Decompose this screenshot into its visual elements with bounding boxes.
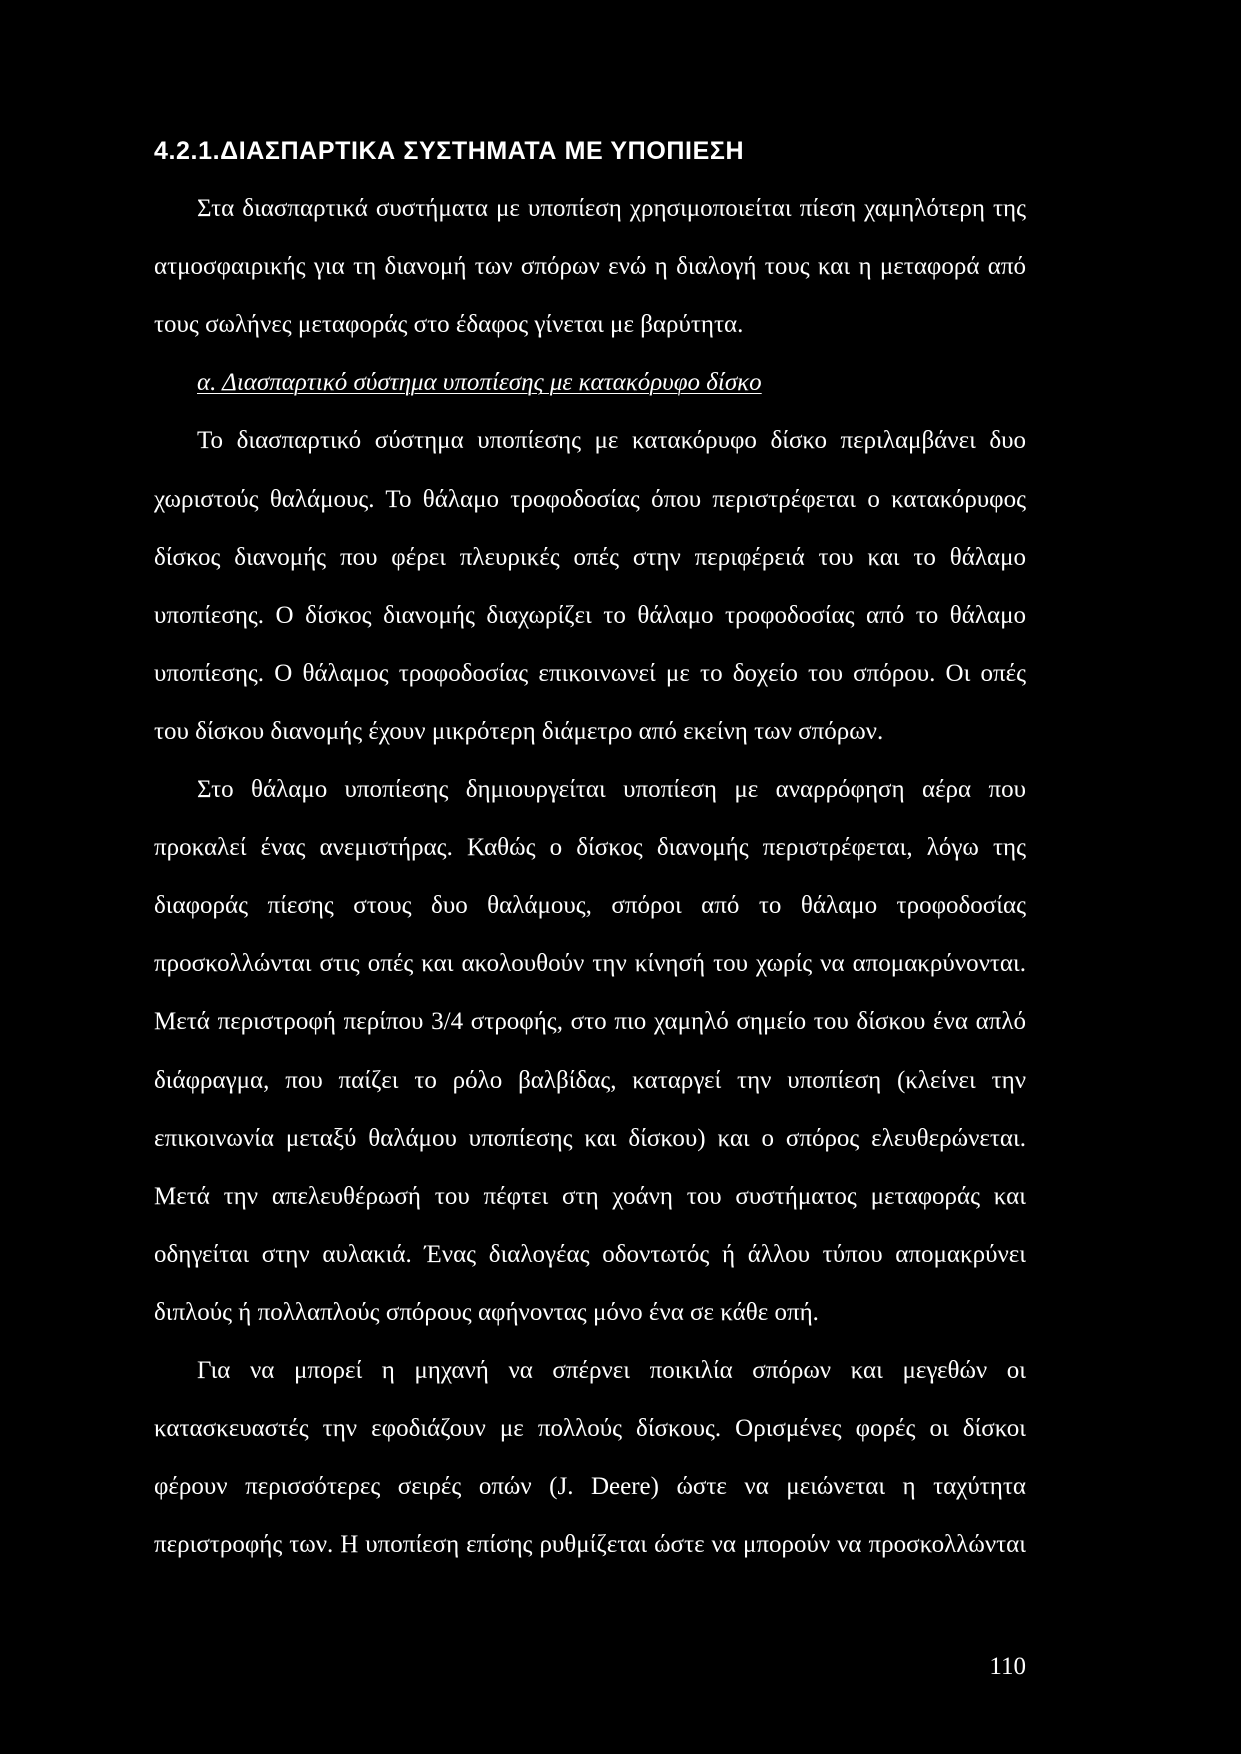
- page-body: [154, 122, 1026, 1574]
- paragraph-line: δίσκος διανομής που φέρει πλευρικές οπές στην περιφέρειά του και το θάλαμο: [154, 543, 1026, 571]
- paragraph-operation: [154, 761, 1026, 1342]
- paragraph-line: Για να μπορεί η μηχανή να σπέρνει ποικιλία σπόρων και μεγεθών οι: [197, 1356, 1026, 1384]
- paragraph-line: τους σωλήνες μεταφοράς στο έδαφος γίνεται με βαρύτητα.: [154, 311, 744, 339]
- paragraph-line: προσκολλώνται στις οπές και ακολουθούν την κίνησή του χωρίς να απομακρύνονται.: [154, 950, 1026, 978]
- paragraph-line: ατμοσφαιρικής για τη διανομή των σπόρων ενώ η διαλογή τους και η μεταφορά από: [154, 253, 1026, 281]
- paragraph-line: διαφοράς πίεσης στους δυο θαλάμους, σπόροι από το θάλαμο τροφοδοσίας: [154, 892, 1026, 920]
- paragraph-line: προκαλεί ένας ανεμιστήρας. Καθώς ο δίσκος διανομής περιστρέφεται, λόγω της: [154, 834, 1026, 862]
- paragraph-line: διπλούς ή πολλαπλούς σπόρους αφήνοντας μόνο ένα σε κάθε οπή.: [154, 1298, 819, 1326]
- paragraph-line: Μετά περιστροφή περίπου 3/4 στροφής, στο πιο χαμηλό σημείο του δίσκου ένα απλό: [154, 1008, 1026, 1036]
- paragraph-line: κατασκευαστές την εφοδιάζουν με πολλούς δίσκους. Ορισμένες φορές οι δίσκοι: [154, 1415, 1026, 1443]
- section-heading: 4.2.1.ΔΙΑΣΠΑΡΤΙΚΑ ΣΥΣΤΗΜΑΤΑ ΜΕ ΥΠΟΠΙΕΣΗ: [154, 137, 745, 165]
- paragraph-line: Μετά την απελευθέρωσή του πέφτει στη χοάνη του συστήματος μεταφοράς και: [154, 1182, 1026, 1210]
- page-number: 110: [989, 1653, 1026, 1680]
- subsection-heading: α. Διασπαρτικό σύστημα υποπίεσης με κατακόρυφο δίσκο: [197, 369, 762, 397]
- paragraph-line: φέρουν περισσότερες σειρές οπών (J. Deere) ώστε να μειώνεται η ταχύτητα: [154, 1473, 1026, 1501]
- paragraph-description: [154, 412, 1026, 761]
- paragraph-intro: [154, 180, 1026, 354]
- paragraph-discs: [154, 1342, 1026, 1574]
- paragraph-line: οδηγείται στην αυλακιά. Ένας διαλογέας οδοντωτός ή άλλου τύπου απομακρύνει: [154, 1240, 1026, 1268]
- paragraph-line: Στο θάλαμο υποπίεσης δημιουργείται υποπίεση με αναρρόφηση αέρα που: [197, 776, 1026, 804]
- paragraph-line: διάφραγμα, που παίζει το ρόλο βαλβίδας, καταργεί την υποπίεση (κλείνει την: [154, 1066, 1026, 1094]
- paragraph-line: περιστροφής των. Η υποπίεση επίσης ρυθμίζεται ώστε να μπορούν να προσκολλώνται: [154, 1531, 1026, 1559]
- paragraph-line: υποπίεσης. Ο θάλαμος τροφοδοσίας επικοινωνεί με το δοχείο του σπόρου. Οι οπές: [154, 659, 1026, 687]
- paragraph-line: Το διασπαρτικό σύστημα υποπίεσης με κατακόρυφο δίσκο περιλαμβάνει δυο: [197, 427, 1026, 455]
- paragraph-line: χωριστούς θαλάμους. Το θάλαμο τροφοδοσίας όπου περιστρέφεται ο κατακόρυφος: [154, 485, 1026, 513]
- paragraph-line: του δίσκου διανομής έχουν μικρότερη διάμετρο από εκείνη των σπόρων.: [154, 717, 884, 745]
- paragraph-line: επικοινωνία μεταξύ θαλάμου υποπίεσης και δίσκου) και ο σπόρος ελευθερώνεται.: [154, 1124, 1026, 1152]
- paragraph-line: Στα διασπαρτικά συστήματα με υποπίεση χρησιμοποιείται πίεση χαμηλότερη της: [197, 195, 1026, 223]
- paragraph-line: υποπίεσης. Ο δίσκος διανομής διαχωρίζει το θάλαμο τροφοδοσίας από το θάλαμο: [154, 601, 1026, 629]
- subsection-heading-row: [154, 354, 1026, 412]
